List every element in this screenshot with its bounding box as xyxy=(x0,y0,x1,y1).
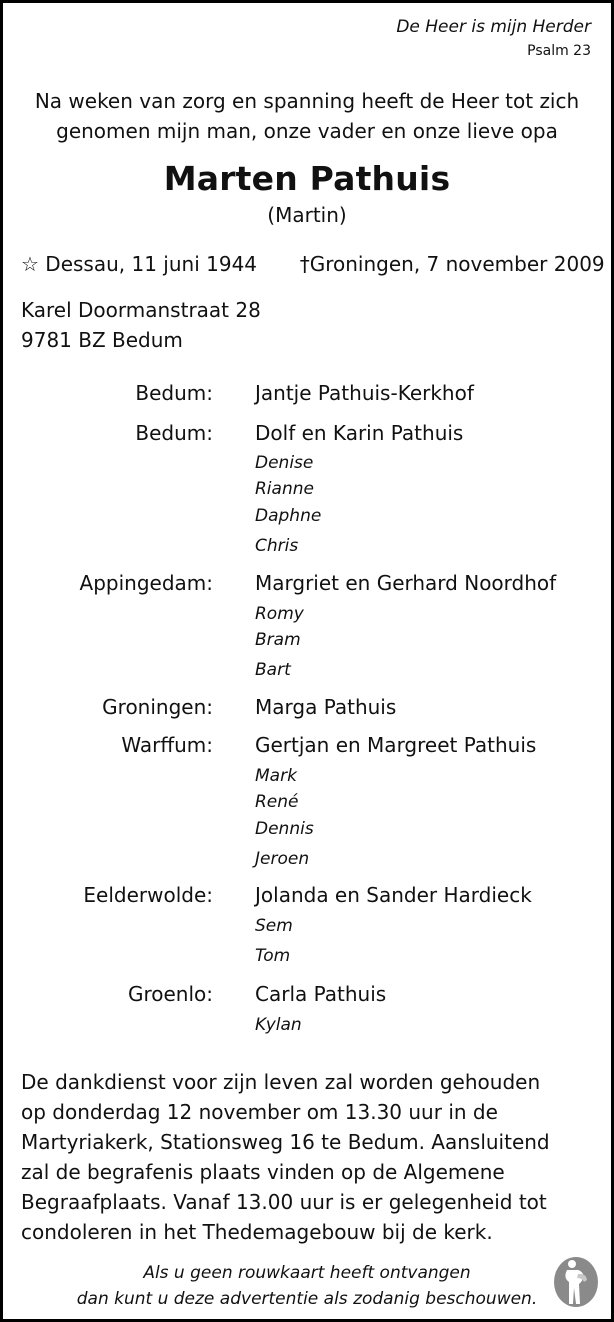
deceased-nickname: (Martin) xyxy=(267,203,347,227)
intro-line: genomen mijn man, onze vader en onze lieve opa xyxy=(56,119,558,143)
family-place: Appingedam: xyxy=(79,571,213,595)
family-names: Jantje Pathuis-Kerkhof xyxy=(255,381,474,405)
service-line: zal de begrafenis plaats vinden op de Algemene xyxy=(21,1160,505,1184)
psalm-reference: Psalm 23 xyxy=(527,43,591,59)
grandchild: Rianne xyxy=(255,479,314,499)
grandchild: Sem xyxy=(255,916,293,936)
grandchild: Jeroen xyxy=(255,849,310,869)
grandchild: Dennis xyxy=(255,819,314,839)
family-names: Marga Pathuis xyxy=(255,695,397,719)
intro-line: Na weken van zorg en spanning heeft de Heer tot zich xyxy=(34,89,580,113)
grandchild: Mark xyxy=(255,766,297,786)
service-line: De dankdienst voor zijn leven zal worden gehouden xyxy=(21,1070,541,1094)
deceased-name: Marten Pathuis xyxy=(163,159,451,198)
grandchild: Kylan xyxy=(255,1015,302,1035)
grandchild: Bart xyxy=(255,660,291,680)
family-names: Dolf en Karin Pathuis xyxy=(255,421,464,445)
intro-text xyxy=(3,86,611,146)
family-place: Groenlo: xyxy=(127,982,213,1006)
grandchild: Tom xyxy=(255,946,291,966)
family-place: Warffum: xyxy=(121,733,213,757)
address-city: 9781 BZ Bedum xyxy=(21,328,183,352)
mourning-figures-logo-icon xyxy=(553,1256,599,1308)
grandchild: Denise xyxy=(255,453,314,473)
family-place: Groningen: xyxy=(102,695,213,719)
closing-line: Als u geen rouwkaart heeft ontvangen xyxy=(143,1263,471,1283)
life-dates xyxy=(21,252,605,276)
family-place: Bedum: xyxy=(135,381,213,405)
star-icon: ☆ xyxy=(21,252,39,276)
service-line: op donderdag 12 november om 13.30 uur in de xyxy=(21,1100,498,1124)
address-street: Karel Doormanstraat 28 xyxy=(21,298,261,322)
closing-line: dan kunt u deze advertentie als zodanig beschouwen. xyxy=(76,1289,538,1309)
death-date: Groningen, 7 november 2009 xyxy=(309,252,605,276)
grandchild: Bram xyxy=(255,630,301,650)
family-names: Carla Pathuis xyxy=(255,982,387,1006)
motto: De Heer is mijn Herder xyxy=(396,17,591,37)
family-names: Margriet en Gerhard Noordhof xyxy=(255,571,557,595)
service-line: Begraafplaats. Vanaf 13.00 uur is er gelegenheid tot xyxy=(21,1190,547,1214)
grandchild: Chris xyxy=(255,536,299,556)
grandchild: René xyxy=(255,792,299,812)
family-place: Bedum: xyxy=(135,421,213,445)
closing-note xyxy=(3,1260,611,1312)
grandchild: Romy xyxy=(255,604,304,624)
service-line: condoleren in het Thedemagebouw bij de kerk. xyxy=(21,1220,493,1244)
service-line: Martyriakerk, Stationsweg 16 te Bedum. Aansluitend xyxy=(21,1130,550,1154)
service-announcement xyxy=(21,1067,601,1247)
birth-date: Dessau, 11 juni 1944 xyxy=(45,252,258,276)
grandchild: Daphne xyxy=(255,506,322,526)
family-names: Jolanda en Sander Hardieck xyxy=(255,883,532,907)
family-names: Gertjan en Margreet Pathuis xyxy=(255,733,537,757)
family-place: Eelderwolde: xyxy=(83,883,213,907)
cross-icon: † xyxy=(299,252,310,276)
